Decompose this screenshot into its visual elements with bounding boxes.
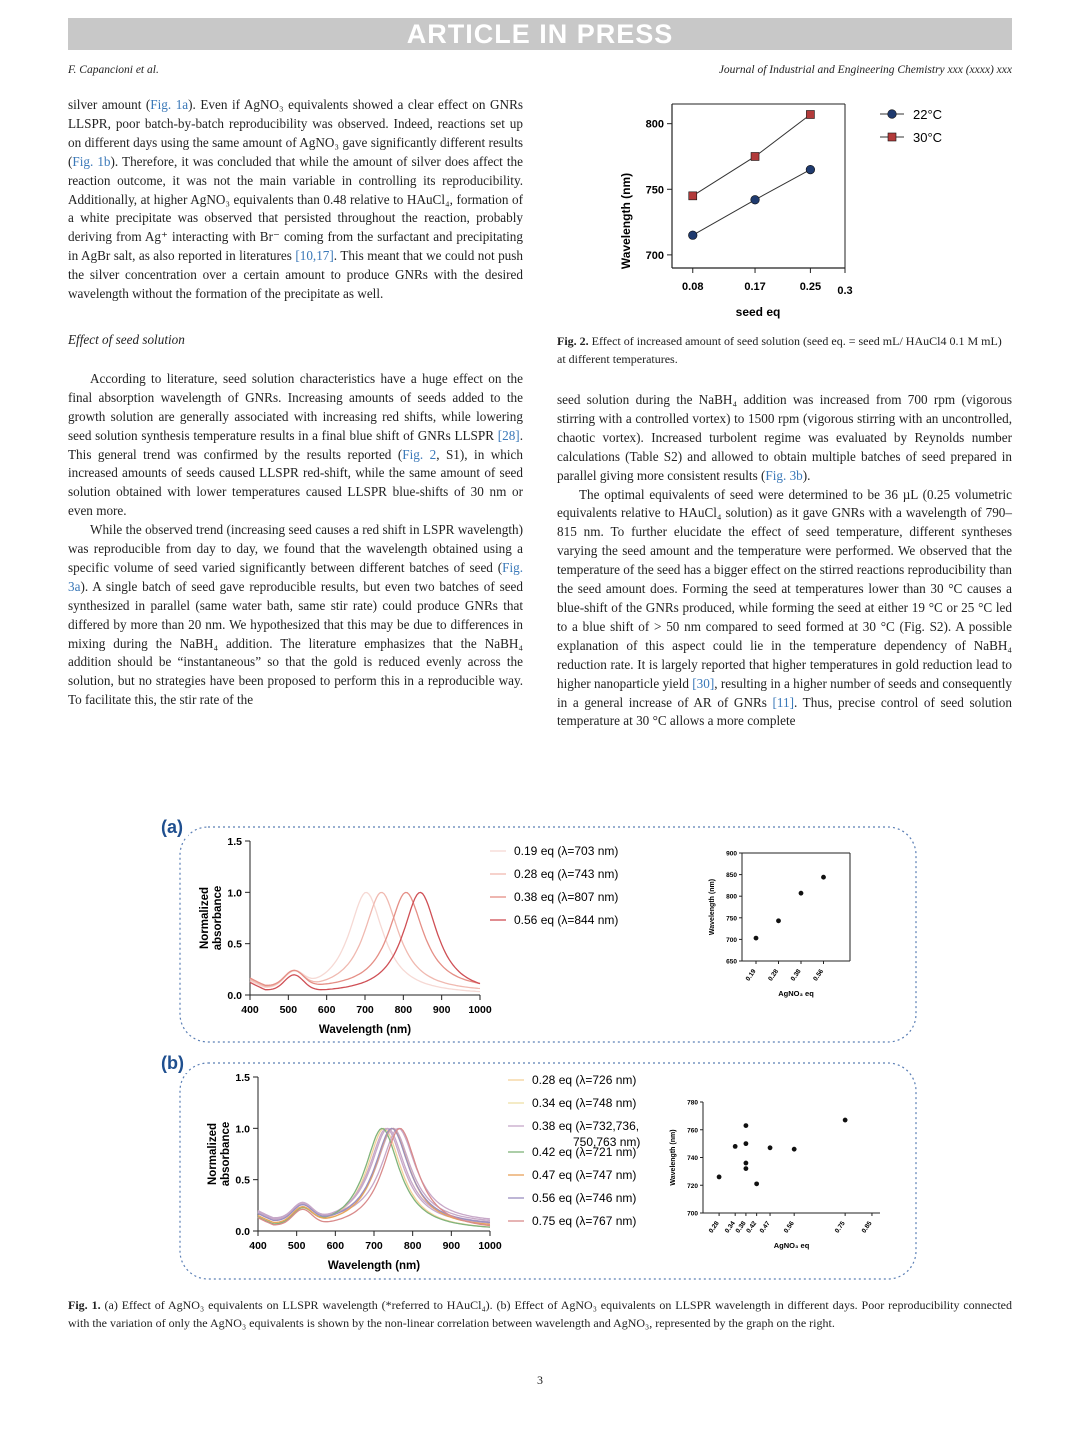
fig1b-sc-ytick-label: 780 — [687, 1099, 698, 1107]
fig1a-xtick-label: 1000 — [468, 1004, 492, 1016]
section-heading: Effect of seed solution — [68, 331, 185, 347]
link-fig1b[interactable]: Fig. 1b — [72, 153, 111, 169]
fig1a-sc-xtick-label: 0.28 — [767, 968, 781, 983]
fig1b-sc-ytick-label: 720 — [687, 1182, 698, 1190]
fig2-ytick-label: 700 — [645, 249, 664, 262]
fig1a-xlabel: Wavelength (nm) — [318, 1024, 412, 1036]
fig1b-sc-xtick-label: 0.85 — [860, 1220, 874, 1235]
fig1a-ylabel-line1: Normalized — [199, 887, 211, 949]
fig1b-scatter-point — [733, 1144, 738, 1149]
fig1a-sc-ylabel: Wavelength (nm) — [709, 878, 716, 936]
fig1a-ylabel-line2: absorbance — [212, 885, 224, 951]
fig2-xtick-label: 0.25 — [799, 281, 822, 293]
fig1a-ytick-label: 0.0 — [227, 990, 242, 1002]
header-authors: F. Capancioni et al. — [68, 64, 159, 76]
fig1b-ytick-label: 1.0 — [235, 1123, 250, 1136]
fig1a-sc-xtick-label: 0.19 — [744, 968, 758, 983]
fig1b-scatter-point — [792, 1147, 797, 1152]
fig1b-legend-label: 0.34 eq (λ=748 nm) — [532, 1096, 637, 1110]
link-ref-11[interactable]: [11] — [772, 694, 794, 710]
fig1a-xtick-label: 800 — [394, 1004, 413, 1016]
fig1a-ytick-label: 0.5 — [227, 938, 242, 951]
fig1b-xlabel: Wavelength (nm) — [327, 1260, 421, 1272]
fig2-point-30c — [806, 110, 814, 118]
link-ref-30[interactable]: [30] — [692, 675, 715, 691]
fig1a-ytick-label: 1.0 — [227, 887, 242, 900]
fig1a-spectrum-line — [250, 892, 480, 989]
fig2-xtick-label: 0.17 — [744, 281, 766, 293]
fig1b-sc-xtick-label: 0.47 — [758, 1220, 772, 1235]
fig1a-scatter-point — [776, 918, 781, 923]
page-number: 3 — [537, 1373, 543, 1387]
fig1b-xtick-label: 600 — [326, 1240, 345, 1252]
fig1-figure — [150, 815, 930, 1290]
fig1b-sc-ylabel: Wavelength (nm) — [670, 1129, 677, 1186]
fig1b-xtick-label: 500 — [287, 1240, 306, 1252]
fig1b-ylabel-line2: absorbance — [220, 1121, 232, 1187]
fig1b-legend-label: 0.42 eq (λ=721 nm) — [532, 1145, 637, 1159]
fig1b-scatter-point — [744, 1123, 749, 1128]
fig1b-ytick-label: 1.5 — [235, 1072, 250, 1084]
fig1b-sc-xtick-label: 0.34 — [723, 1220, 737, 1235]
fig1a-sc-ytick-label: 700 — [726, 936, 737, 944]
link-ref-10-17[interactable]: [10,17] — [295, 248, 334, 264]
link-fig1a[interactable]: Fig. 1a — [150, 97, 189, 112]
fig1b-sc-xtick-label: 0.56 — [782, 1220, 796, 1235]
fig1b-xtick-label: 900 — [442, 1240, 461, 1252]
fig2-xtick-label: 0.08 — [682, 281, 704, 293]
fig1b-xtick-label: 800 — [403, 1240, 422, 1252]
fig1b-sc-xtick-label: 0.42 — [745, 1220, 759, 1235]
fig1b-xtick-label: 1000 — [478, 1240, 502, 1252]
fig1a-scatter-point — [821, 875, 826, 880]
fig1b-xtick-label: 400 — [249, 1240, 267, 1252]
article-in-press-banner: ARTICLE IN PRESS — [68, 18, 1012, 50]
fig1a-legend-label: 0.56 eq (λ=844 nm) — [514, 913, 619, 927]
fig1a-sc-xtick-label: 0.56 — [812, 968, 826, 983]
fig1a-xtick-label: 400 — [241, 1004, 259, 1016]
fig1b-ytick-label: 0.5 — [235, 1174, 250, 1187]
fig1a-legend-label: 0.19 eq (λ=703 nm) — [514, 844, 619, 858]
fig1a-spectrum-line — [250, 893, 480, 989]
fig1b-legend-label: 0.28 eq (λ=726 nm) — [532, 1073, 637, 1087]
fig1b-sc-ytick-label: 760 — [687, 1127, 698, 1135]
fig1a-scatter-point — [799, 891, 804, 896]
fig2-point-30c — [751, 152, 759, 160]
fig2-xtick-label: 0.3 — [837, 285, 853, 297]
fig1b-ylabel-line1: Normalized — [207, 1123, 219, 1185]
fig1a-legend-label: 0.38 eq (λ=807 nm) — [514, 890, 619, 904]
fig2-legend-label: 30°C — [913, 130, 943, 145]
fig2-legend-marker — [888, 110, 897, 119]
fig1-caption: Fig. 1. (a) Effect of AgNO₃ equivalents on LLSPR wavelength (*referred to HAuCl₄). (b) Effect of AgNO₃ equivalents on LLSPR wavelength in different days. Poor reproducibility connected with the variation of only the AgNO₃ equivalents is shown by the non-linear correlation between wavelength and AgNO₃, represented by the graph on the right. — [68, 1298, 1012, 1330]
link-fig2[interactable]: Fig. 2 — [402, 446, 437, 462]
link-fig3b[interactable]: Fig. 3b — [765, 467, 803, 483]
fig1b-ytick-label: 0.0 — [235, 1226, 250, 1238]
fig1b-scatter-point — [754, 1181, 759, 1186]
fig1a-ytick-label: 1.5 — [227, 836, 242, 848]
fig1b-sc-xlabel: AgNO₃ eq — [773, 1241, 810, 1250]
fig1a-sc-ytick-label: 650 — [726, 958, 737, 966]
fig1b-sc-ytick-label: 740 — [687, 1155, 698, 1162]
fig2-ytick-label: 750 — [645, 184, 664, 197]
fig1b-sc-xtick-label: 0.28 — [707, 1220, 721, 1235]
fig1a-sc-ytick-label: 800 — [726, 893, 737, 901]
fig1b-legend-label: 0.38 eq (λ=732,736, — [532, 1119, 640, 1133]
fig1b-sc-xtick-label: 0.75 — [833, 1220, 847, 1235]
fig1a-xtick-label: 900 — [432, 1004, 451, 1016]
paragraph: silver amount (Fig. 1a). Even if AgNO₃ equivalents showed a clear effect on GNRs LLSPR, poor batch-by-batch reproducibility was observed. Indeed, reactions set up on different days using the same amount of AgNO₃ gave significantly different results (Fig. 1b). Therefore, it was concluded that while the amount of silver does affect the reaction outcome, it was not the main variable in controlling its reproducibility. Additionally, at higher AgNO₃ equivalents than 0.48 relative to HAuCl₄, formation of a white precipitate was observed that persisted throughout the reaction, probably deriving from Ag⁺ interacting with Br⁻ coming from the surfactant and precipitating in AgBr salt, as also reported in literatures [10,17]. This meant that we could not push the silver concentration over a certain amount to produce GNRs with the desired wavelength without the formation of the precipitate as well. — [68, 97, 523, 302]
fig2-point-22c — [806, 165, 815, 174]
fig1b-scatter-point — [744, 1166, 749, 1171]
fig1a-scatter-point — [754, 936, 759, 941]
fig1b-panel-label: (b) — [161, 1053, 184, 1073]
fig2-chart — [600, 96, 1012, 326]
fig2-legend-marker — [888, 133, 896, 141]
fig1a-sc-ytick-label: 850 — [726, 872, 737, 880]
fig1a-legend-label: 0.28 eq (λ=743 nm) — [514, 867, 619, 881]
fig1b-scatter-point — [768, 1145, 773, 1150]
fig1b-sc-xtick-label: 0.38 — [734, 1220, 748, 1235]
fig1b-scatter-point — [843, 1118, 848, 1123]
fig1a-xtick-label: 500 — [279, 1004, 298, 1016]
fig2-ytick-label: 800 — [645, 118, 664, 131]
fig1b-sc-ytick-label: 700 — [687, 1210, 698, 1218]
fig1b-legend-label: 0.75 eq (λ=767 nm) — [532, 1214, 637, 1228]
paragraph: seed solution during the NaBH₄ addition was increased from 700 rpm (vigorous stirring with a controlled vortex) to 1500 rpm (vigorous stirring with an uncontrolled, chaotic vortex). Increased turbolent regime was evaluated by Reynolds number calculations (Table S2) and allowed to obtain multiple batches of seed prepared in parallel giving more consistent results (Fig. 3b). — [557, 392, 1012, 483]
right-column — [557, 391, 1012, 731]
fig2-point-30c — [689, 192, 697, 200]
fig2-xlabel: seed eq — [735, 305, 781, 319]
fig1b-scatter-point — [717, 1175, 722, 1180]
left-column — [68, 96, 523, 710]
fig1a-sc-xlabel: AgNO₃ eq — [778, 989, 814, 998]
fig1a-sc-xtick-label: 0.38 — [789, 968, 803, 983]
fig1b-legend-label: 750,763 nm) — [573, 1135, 641, 1149]
paragraph: According to literature, seed solution characteristics have a huge effect on the final absorption wavelength of GNRs. Increasing amounts of seeds added to the growth solution are generally associated with increasing red shifts, while lowering seed solution synthesis temperature results in a final blue shift of GNRs LLSPR [28]. This general trend was confirmed by the results reported (Fig. 2, S1), in which increased amounts of seeds caused LLSPR red-shift, while the same amount of seed solution obtained with lower temperatures caused LLSPR blue-shifts of 30 nm or even more. — [68, 370, 524, 519]
fig1b-legend-label: 0.47 eq (λ=747 nm) — [532, 1168, 637, 1182]
fig2-point-22c — [751, 195, 760, 204]
fig1a-panel-label: (a) — [161, 817, 183, 837]
fig1a-sc-ytick-label: 900 — [726, 850, 737, 858]
fig1a-xtick-label: 600 — [317, 1004, 336, 1016]
fig1a-xtick-label: 700 — [356, 1004, 374, 1016]
fig2-caption: Fig. 2. Effect of increased amount of seed solution (seed eq. = seed mL/ HAuCl4 0.1 M mL) at different temperatures. — [557, 334, 1002, 366]
fig1b-legend-label: 0.56 eq (λ=746 nm) — [532, 1191, 637, 1205]
fig1b-xtick-label: 700 — [365, 1240, 383, 1252]
fig1a-spectrum-line — [250, 893, 480, 986]
paragraph: The optimal equivalents of seed were determined to be 36 µL (0.25 volumetric equivalents relative to HAuCl₄ solution) as it gave GNRs with a wavelength of 790–815 nm. To further elucidate the effect of seed temperature, different syntheses varying the seed amount and the temperature were performed. We observed that the temperature of the seed has a bigger effect on the stirred reactions reproducibility than the seed amount does. Forming the seed at temperatures lower than 30 °C causes a blue-shift of the GNRs produced, while forming the seed at either 19 °C or 25 °C led to a blue shift of > 50 nm compared to seed formed at 30 °C (Fig. S2). A possible explanation of this aspect could lie in the temperature dependency of NaBH₄ reduction rate. It is largely reported that higher temperatures in gold reduction lead to higher nanoparticle yield [30], resulting in a higher number of seeds and consequently in a general increase of AR of GNRs [11]. Thus, precise control of seed solution temperature at 30 °C allows a more complete — [557, 486, 1012, 729]
header-journal: Journal of Industrial and Engineering Chemistry xxx (xxxx) xxx — [718, 64, 1012, 76]
fig1b-scatter-point — [744, 1141, 749, 1146]
fig2-legend-label: 22°C — [913, 107, 943, 122]
link-ref-28[interactable]: [28] — [497, 427, 520, 443]
fig2-ylabel: Wavelength (nm) — [619, 172, 633, 270]
fig1b-scatter-point — [744, 1161, 749, 1166]
fig1a-sc-ytick-label: 750 — [726, 915, 737, 923]
link-fig3a[interactable]: Fig. 3a — [68, 559, 523, 594]
fig2-point-22c — [688, 231, 697, 240]
paragraph: While the observed trend (increasing seed causes a red shift in LSPR wavelength) was reproducible from day to day, we found that the wavelength obtained using a specific volume of seed varied significantly between different batches of seed (Fig. 3a). A single batch of seed gave reproducible results, but even two batches of seed synthesized in parallel (same water bath, same stir rate) could produce GNRs that differed by more than 20 nm. We hypothesized that this may be due to differences in mixing during the NaBH₄ addition. The literature emphasizes that the NaBH₄ addition should be “instantaneous” so that the gold is reduced evenly across the solution, but no strategies have been proposed to perform this in a reproducible way. To facilitate this, the stir rate of the — [68, 522, 523, 708]
